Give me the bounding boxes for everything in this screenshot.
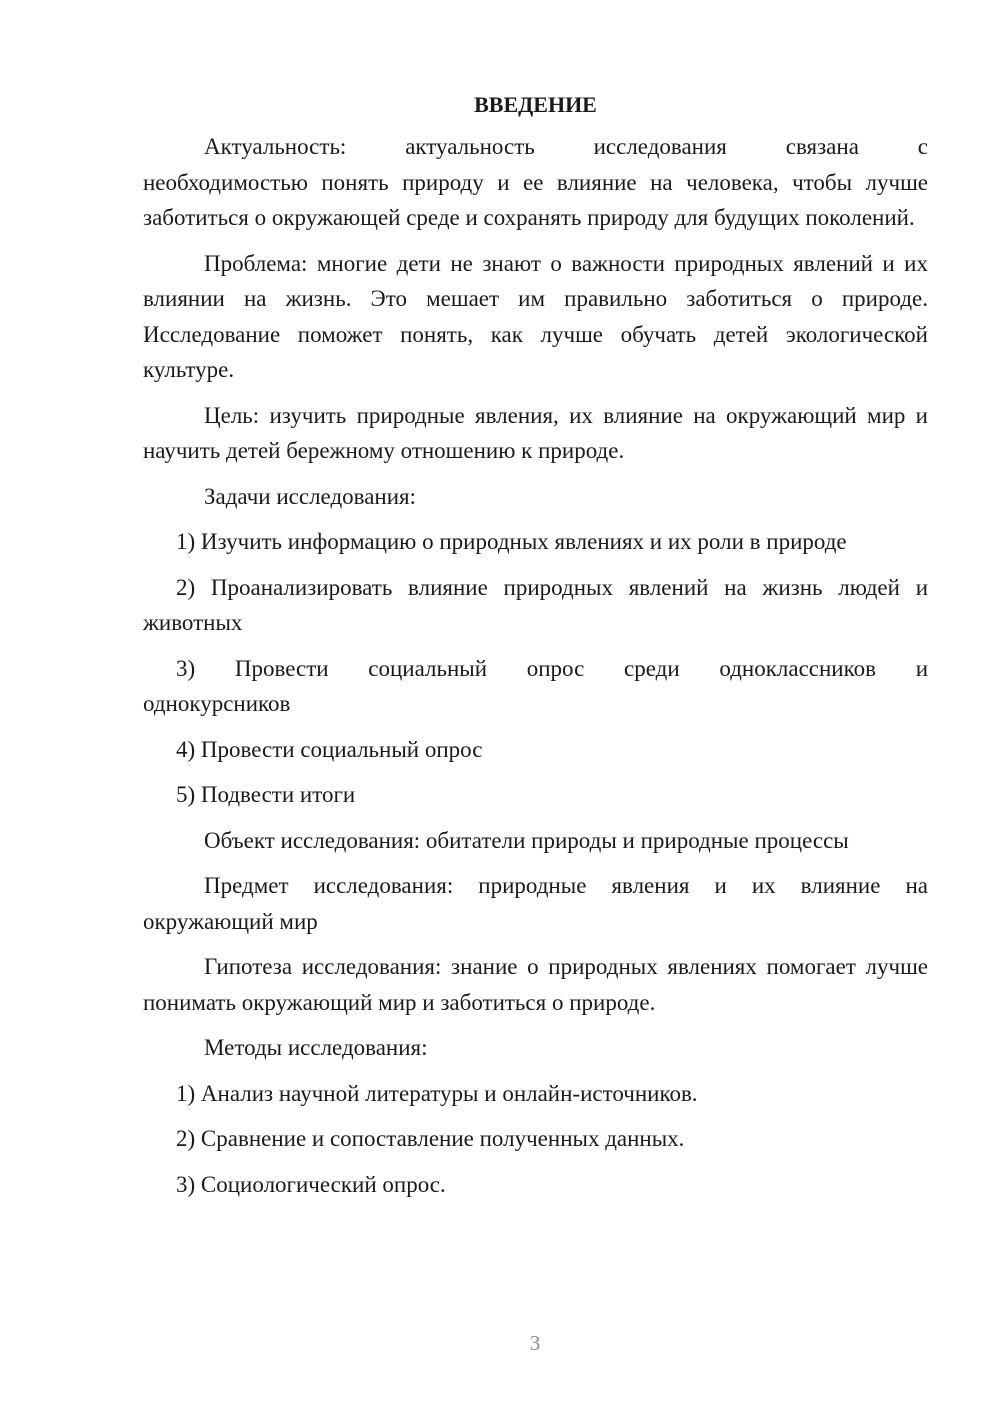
task-item-4: 4) Провести социальный опрос bbox=[176, 736, 483, 762]
problem-paragraph: Проблема: многие дети не знают о важности природных явлений и их влиянии на жизнь. Это мешает им правильно заботиться о природе. Исследование поможет понять, как лучше обучать детей экологической культуре. bbox=[143, 250, 928, 382]
object-paragraph: Объект исследования: обитатели природы и природные процессы bbox=[204, 827, 849, 853]
document-body bbox=[143, 90, 928, 1212]
task-item-3-line1: 3) Провести социальный опрос среди одноклассников и bbox=[176, 655, 928, 681]
relevance-paragraph-line1: Актуальность: актуальность исследования связана с bbox=[204, 134, 928, 159]
task-item-3-line2: однокурсников bbox=[143, 691, 291, 716]
goal-paragraph: Цель: изучить природные явления, их влияние на окружающий мир и научить детей бережному отношению к природе. bbox=[143, 402, 928, 463]
methods-heading: Методы исследования: bbox=[204, 1035, 428, 1060]
task-item-1: 1) Изучить информацию о природных явлениях и их роли в природе bbox=[176, 529, 847, 554]
method-item-2: 2) Сравнение и сопоставление полученных данных. bbox=[176, 1126, 685, 1151]
tasks-heading: Задачи исследования: bbox=[204, 483, 417, 509]
task-item-2: 2) Проанализировать влияние природных явлений на жизнь людей и животных bbox=[143, 574, 928, 635]
hypothesis-paragraph: Гипотеза исследования: знание о природных явлениях помогает лучше понимать окружающий мир и заботиться о природе. bbox=[143, 954, 928, 1015]
method-item-3: 3) Социологический опрос. bbox=[176, 1171, 446, 1197]
section-title: ВВЕДЕНИЕ bbox=[474, 92, 597, 117]
relevance-paragraph-continuation: необходимостью понять природу и ее влияние на человека, чтобы лучше заботиться о окружающей среде и сохранять природу для будущих поколений. bbox=[143, 169, 928, 230]
method-item-1: 1) Анализ научной литературы и онлайн-источников. bbox=[176, 1080, 698, 1106]
page-number: 3 bbox=[529, 1331, 541, 1355]
task-item-5: 5) Подвести итоги bbox=[176, 782, 356, 807]
subject-paragraph: Предмет исследования: природные явления и их влияние на окружающий мир bbox=[143, 873, 928, 934]
